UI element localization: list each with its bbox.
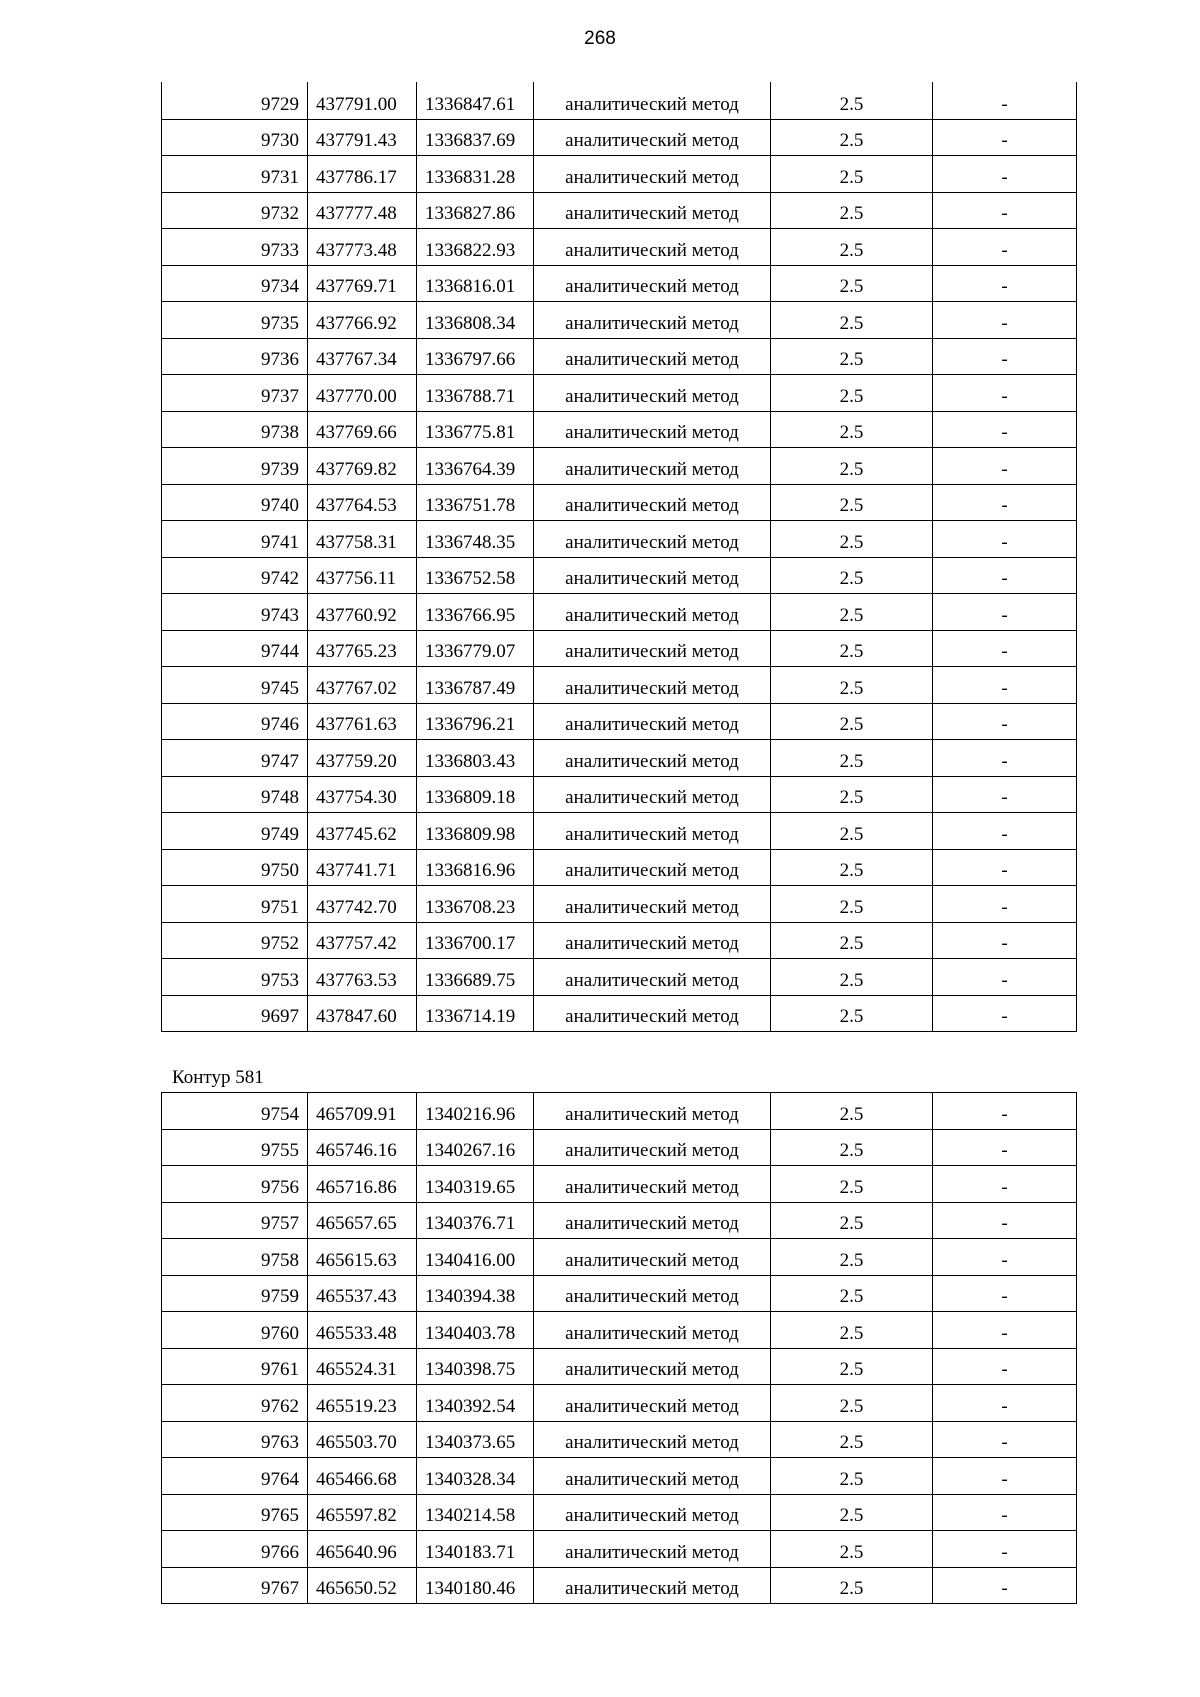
table-row [162,1129,1077,1166]
accuracy-cell: 2.5 [771,82,933,119]
method-cell: аналитический метод [534,119,771,156]
table-row [162,813,1077,850]
method-cell: аналитический метод [534,849,771,886]
x-coordinate-cell: 437767.34 [308,338,417,375]
note-cell: - [933,813,1077,850]
note-cell: - [933,630,1077,667]
point-number-cell: 9745 [162,667,308,704]
x-coordinate-cell: 437766.92 [308,302,417,339]
table-row [162,375,1077,412]
note-cell: - [933,922,1077,959]
method-cell: аналитический метод [534,776,771,813]
x-coordinate-cell: 465657.65 [308,1202,417,1239]
method-cell: аналитический метод [534,265,771,302]
table-row [162,703,1077,740]
accuracy-cell: 2.5 [771,229,933,266]
point-number-cell: 9740 [162,484,308,521]
note-cell: - [933,1312,1077,1349]
table-row [162,1312,1077,1349]
accuracy-cell: 2.5 [771,1494,933,1531]
accuracy-cell: 2.5 [771,1531,933,1568]
accuracy-cell: 2.5 [771,813,933,850]
table-row [162,776,1077,813]
method-cell: аналитический метод [534,1494,771,1531]
note-cell: - [933,265,1077,302]
note-cell: - [933,1275,1077,1312]
method-cell: аналитический метод [534,521,771,558]
method-cell: аналитический метод [534,1093,771,1130]
point-number-cell: 9764 [162,1458,308,1495]
x-coordinate-cell: 465524.31 [308,1348,417,1385]
note-cell: - [933,1093,1077,1130]
table-row [162,302,1077,339]
table-row [162,1458,1077,1495]
point-number-cell: 9762 [162,1385,308,1422]
point-number-cell: 9729 [162,82,308,119]
point-number-cell: 9750 [162,849,308,886]
table-row [162,995,1077,1032]
method-cell: аналитический метод [534,1567,771,1604]
note-cell: - [933,740,1077,777]
point-number-cell: 9736 [162,338,308,375]
point-number-cell: 9752 [162,922,308,959]
point-number-cell: 9761 [162,1348,308,1385]
x-coordinate-cell: 437760.92 [308,594,417,631]
point-number-cell: 9732 [162,192,308,229]
note-cell: - [933,1129,1077,1166]
coordinates-table-continued [161,82,1077,1032]
contour-title: Контур 581 [172,1067,264,1088]
note-cell: - [933,1531,1077,1568]
x-coordinate-cell: 437847.60 [308,995,417,1032]
y-coordinate-cell: 1336787.49 [417,667,534,704]
table-row [162,740,1077,777]
y-coordinate-cell: 1336797.66 [417,338,534,375]
y-coordinate-cell: 1336816.96 [417,849,534,886]
accuracy-cell: 2.5 [771,1567,933,1604]
accuracy-cell: 2.5 [771,630,933,667]
point-number-cell: 9730 [162,119,308,156]
method-cell: аналитический метод [534,302,771,339]
x-coordinate-cell: 437758.31 [308,521,417,558]
y-coordinate-cell: 1336751.78 [417,484,534,521]
point-number-cell: 9766 [162,1531,308,1568]
accuracy-cell: 2.5 [771,995,933,1032]
method-cell: аналитический метод [534,1312,771,1349]
note-cell: - [933,667,1077,704]
accuracy-cell: 2.5 [771,119,933,156]
accuracy-cell: 2.5 [771,1348,933,1385]
y-coordinate-cell: 1336847.61 [417,82,534,119]
y-coordinate-cell: 1336837.69 [417,119,534,156]
x-coordinate-cell: 437770.00 [308,375,417,412]
method-cell: аналитический метод [534,1239,771,1276]
y-coordinate-cell: 1340373.65 [417,1421,534,1458]
table-row [162,1239,1077,1276]
x-coordinate-cell: 437791.43 [308,119,417,156]
point-number-cell: 9733 [162,229,308,266]
x-coordinate-cell: 465533.48 [308,1312,417,1349]
table-row [162,1093,1077,1130]
y-coordinate-cell: 1336803.43 [417,740,534,777]
note-cell: - [933,229,1077,266]
point-number-cell: 9758 [162,1239,308,1276]
note-cell: - [933,1202,1077,1239]
y-coordinate-cell: 1340183.71 [417,1531,534,1568]
method-cell: аналитический метод [534,448,771,485]
point-number-cell: 9767 [162,1567,308,1604]
y-coordinate-cell: 1340214.58 [417,1494,534,1531]
x-coordinate-cell: 437786.17 [308,156,417,193]
table-row [162,119,1077,156]
x-coordinate-cell: 437767.02 [308,667,417,704]
x-coordinate-cell: 465615.63 [308,1239,417,1276]
note-cell: - [933,411,1077,448]
note-cell: - [933,1348,1077,1385]
method-cell: аналитический метод [534,1458,771,1495]
table-row [162,1202,1077,1239]
method-cell: аналитический метод [534,1531,771,1568]
table-row [162,448,1077,485]
x-coordinate-cell: 465597.82 [308,1494,417,1531]
y-coordinate-cell: 1336831.28 [417,156,534,193]
y-coordinate-cell: 1336796.21 [417,703,534,740]
accuracy-cell: 2.5 [771,302,933,339]
point-number-cell: 9747 [162,740,308,777]
table-row [162,1421,1077,1458]
y-coordinate-cell: 1340416.00 [417,1239,534,1276]
note-cell: - [933,375,1077,412]
method-cell: аналитический метод [534,1421,771,1458]
note-cell: - [933,1239,1077,1276]
point-number-cell: 9744 [162,630,308,667]
note-cell: - [933,1385,1077,1422]
method-cell: аналитический метод [534,1166,771,1203]
table-row [162,557,1077,594]
accuracy-cell: 2.5 [771,156,933,193]
note-cell: - [933,557,1077,594]
accuracy-cell: 2.5 [771,1458,933,1495]
note-cell: - [933,1494,1077,1531]
point-number-cell: 9746 [162,703,308,740]
point-number-cell: 9755 [162,1129,308,1166]
accuracy-cell: 2.5 [771,338,933,375]
point-number-cell: 9737 [162,375,308,412]
method-cell: аналитический метод [534,667,771,704]
y-coordinate-cell: 1336808.34 [417,302,534,339]
y-coordinate-cell: 1336775.81 [417,411,534,448]
x-coordinate-cell: 437769.82 [308,448,417,485]
table-row [162,192,1077,229]
point-number-cell: 9753 [162,959,308,996]
y-coordinate-cell: 1336752.58 [417,557,534,594]
point-number-cell: 9749 [162,813,308,850]
page-number: 268 [584,28,616,49]
table-row [162,594,1077,631]
table-row [162,1166,1077,1203]
table-row [162,1531,1077,1568]
table-row [162,1275,1077,1312]
note-cell: - [933,959,1077,996]
method-cell: аналитический метод [534,995,771,1032]
method-cell: аналитический метод [534,1275,771,1312]
point-number-cell: 9756 [162,1166,308,1203]
y-coordinate-cell: 1336708.23 [417,886,534,923]
x-coordinate-cell: 437777.48 [308,192,417,229]
x-coordinate-cell: 465519.23 [308,1385,417,1422]
method-cell: аналитический метод [534,594,771,631]
table-row [162,886,1077,923]
method-cell: аналитический метод [534,1202,771,1239]
y-coordinate-cell: 1336700.17 [417,922,534,959]
point-number-cell: 9741 [162,521,308,558]
y-coordinate-cell: 1340376.71 [417,1202,534,1239]
accuracy-cell: 2.5 [771,1312,933,1349]
point-number-cell: 9754 [162,1093,308,1130]
note-cell: - [933,448,1077,485]
accuracy-cell: 2.5 [771,594,933,631]
x-coordinate-cell: 437754.30 [308,776,417,813]
method-cell: аналитический метод [534,411,771,448]
accuracy-cell: 2.5 [771,448,933,485]
point-number-cell: 9742 [162,557,308,594]
method-cell: аналитический метод [534,630,771,667]
accuracy-cell: 2.5 [771,922,933,959]
x-coordinate-cell: 465503.70 [308,1421,417,1458]
point-number-cell: 9748 [162,776,308,813]
y-coordinate-cell: 1340216.96 [417,1093,534,1130]
point-number-cell: 9765 [162,1494,308,1531]
x-coordinate-cell: 437769.66 [308,411,417,448]
method-cell: аналитический метод [534,922,771,959]
x-coordinate-cell: 465537.43 [308,1275,417,1312]
method-cell: аналитический метод [534,1348,771,1385]
y-coordinate-cell: 1336748.35 [417,521,534,558]
note-cell: - [933,192,1077,229]
method-cell: аналитический метод [534,886,771,923]
method-cell: аналитический метод [534,1129,771,1166]
note-cell: - [933,82,1077,119]
accuracy-cell: 2.5 [771,849,933,886]
y-coordinate-cell: 1340403.78 [417,1312,534,1349]
y-coordinate-cell: 1336809.18 [417,776,534,813]
point-number-cell: 9760 [162,1312,308,1349]
table-row [162,667,1077,704]
y-coordinate-cell: 1336689.75 [417,959,534,996]
y-coordinate-cell: 1336764.39 [417,448,534,485]
x-coordinate-cell: 437741.71 [308,849,417,886]
method-cell: аналитический метод [534,740,771,777]
accuracy-cell: 2.5 [771,1129,933,1166]
y-coordinate-cell: 1336827.86 [417,192,534,229]
table-row [162,229,1077,266]
note-cell: - [933,849,1077,886]
coordinates-table-contour-581 [161,1092,1077,1604]
x-coordinate-cell: 437765.23 [308,630,417,667]
accuracy-cell: 2.5 [771,484,933,521]
x-coordinate-cell: 437761.63 [308,703,417,740]
point-number-cell: 9743 [162,594,308,631]
accuracy-cell: 2.5 [771,1093,933,1130]
y-coordinate-cell: 1336822.93 [417,229,534,266]
accuracy-cell: 2.5 [771,1421,933,1458]
point-number-cell: 9757 [162,1202,308,1239]
accuracy-cell: 2.5 [771,1239,933,1276]
y-coordinate-cell: 1340392.54 [417,1385,534,1422]
point-number-cell: 9697 [162,995,308,1032]
y-coordinate-cell: 1340328.34 [417,1458,534,1495]
note-cell: - [933,886,1077,923]
method-cell: аналитический метод [534,192,771,229]
method-cell: аналитический метод [534,156,771,193]
note-cell: - [933,703,1077,740]
method-cell: аналитический метод [534,1385,771,1422]
table-row [162,922,1077,959]
method-cell: аналитический метод [534,959,771,996]
x-coordinate-cell: 437791.00 [308,82,417,119]
x-coordinate-cell: 465650.52 [308,1567,417,1604]
accuracy-cell: 2.5 [771,959,933,996]
point-number-cell: 9759 [162,1275,308,1312]
x-coordinate-cell: 465709.91 [308,1093,417,1130]
accuracy-cell: 2.5 [771,192,933,229]
note-cell: - [933,484,1077,521]
x-coordinate-cell: 437745.62 [308,813,417,850]
y-coordinate-cell: 1340319.65 [417,1166,534,1203]
y-coordinate-cell: 1340398.75 [417,1348,534,1385]
accuracy-cell: 2.5 [771,1275,933,1312]
x-coordinate-cell: 437764.53 [308,484,417,521]
note-cell: - [933,1458,1077,1495]
note-cell: - [933,521,1077,558]
table-row [162,1567,1077,1604]
point-number-cell: 9739 [162,448,308,485]
table-row [162,959,1077,996]
method-cell: аналитический метод [534,229,771,266]
x-coordinate-cell: 437763.53 [308,959,417,996]
y-coordinate-cell: 1336809.98 [417,813,534,850]
note-cell: - [933,338,1077,375]
accuracy-cell: 2.5 [771,557,933,594]
table-row [162,411,1077,448]
point-number-cell: 9763 [162,1421,308,1458]
point-number-cell: 9734 [162,265,308,302]
table-row [162,265,1077,302]
method-cell: аналитический метод [534,813,771,850]
note-cell: - [933,119,1077,156]
x-coordinate-cell: 465746.16 [308,1129,417,1166]
x-coordinate-cell: 465640.96 [308,1531,417,1568]
accuracy-cell: 2.5 [771,667,933,704]
table-row [162,521,1077,558]
table-row [162,630,1077,667]
note-cell: - [933,1166,1077,1203]
point-number-cell: 9751 [162,886,308,923]
accuracy-cell: 2.5 [771,886,933,923]
note-cell: - [933,594,1077,631]
y-coordinate-cell: 1340267.16 [417,1129,534,1166]
accuracy-cell: 2.5 [771,375,933,412]
table-row [162,1348,1077,1385]
y-coordinate-cell: 1340180.46 [417,1567,534,1604]
x-coordinate-cell: 437757.42 [308,922,417,959]
method-cell: аналитический метод [534,557,771,594]
method-cell: аналитический метод [534,484,771,521]
point-number-cell: 9731 [162,156,308,193]
x-coordinate-cell: 437769.71 [308,265,417,302]
accuracy-cell: 2.5 [771,703,933,740]
table-row [162,484,1077,521]
note-cell: - [933,776,1077,813]
x-coordinate-cell: 437773.48 [308,229,417,266]
table-row [162,82,1077,119]
x-coordinate-cell: 437756.11 [308,557,417,594]
y-coordinate-cell: 1336779.07 [417,630,534,667]
table-row [162,849,1077,886]
note-cell: - [933,1421,1077,1458]
accuracy-cell: 2.5 [771,740,933,777]
y-coordinate-cell: 1336766.95 [417,594,534,631]
table-row [162,156,1077,193]
method-cell: аналитический метод [534,375,771,412]
table-row [162,1494,1077,1531]
accuracy-cell: 2.5 [771,1385,933,1422]
method-cell: аналитический метод [534,338,771,375]
x-coordinate-cell: 465716.86 [308,1166,417,1203]
x-coordinate-cell: 437759.20 [308,740,417,777]
table-row [162,1385,1077,1422]
y-coordinate-cell: 1340394.38 [417,1275,534,1312]
y-coordinate-cell: 1336816.01 [417,265,534,302]
accuracy-cell: 2.5 [771,1202,933,1239]
note-cell: - [933,156,1077,193]
x-coordinate-cell: 465466.68 [308,1458,417,1495]
accuracy-cell: 2.5 [771,1166,933,1203]
accuracy-cell: 2.5 [771,776,933,813]
y-coordinate-cell: 1336714.19 [417,995,534,1032]
x-coordinate-cell: 437742.70 [308,886,417,923]
note-cell: - [933,1567,1077,1604]
point-number-cell: 9738 [162,411,308,448]
table-row [162,338,1077,375]
note-cell: - [933,995,1077,1032]
accuracy-cell: 2.5 [771,411,933,448]
method-cell: аналитический метод [534,82,771,119]
note-cell: - [933,302,1077,339]
method-cell: аналитический метод [534,703,771,740]
accuracy-cell: 2.5 [771,521,933,558]
point-number-cell: 9735 [162,302,308,339]
y-coordinate-cell: 1336788.71 [417,375,534,412]
accuracy-cell: 2.5 [771,265,933,302]
